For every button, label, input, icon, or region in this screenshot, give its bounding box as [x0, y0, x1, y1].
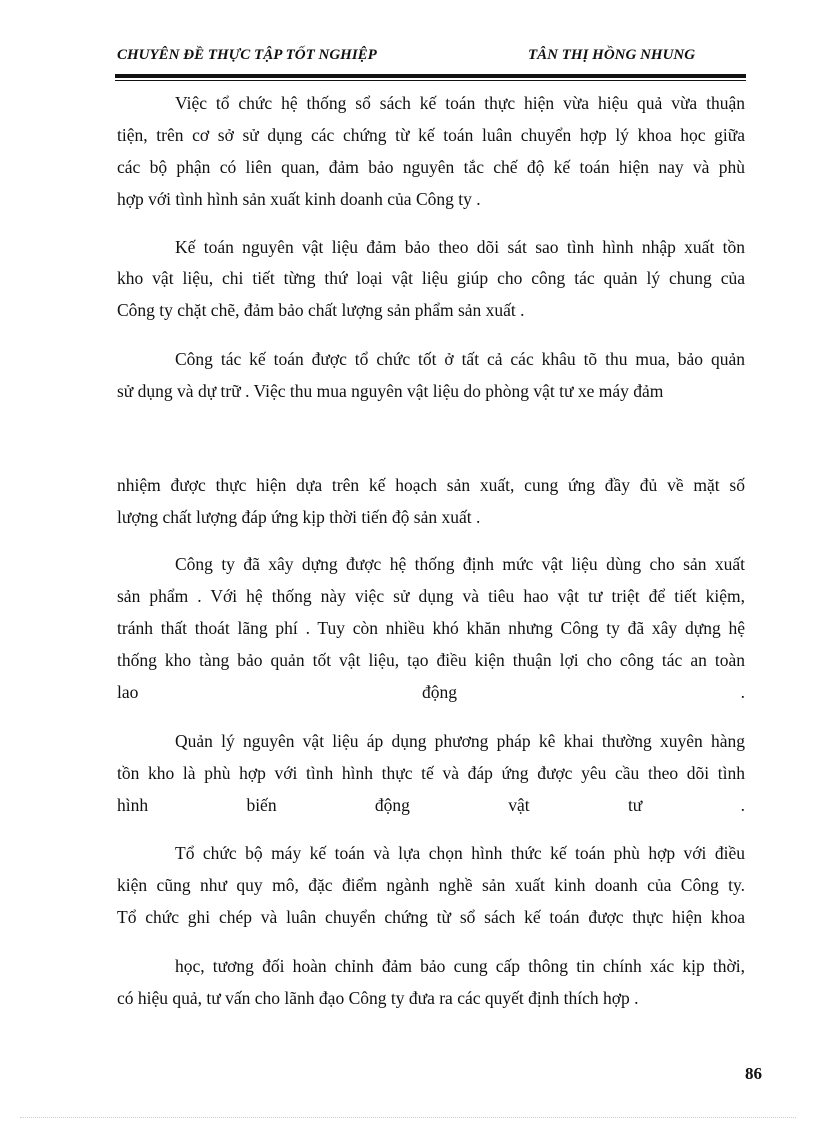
text-line: nhiệm được thực hiện dựa trên kế hoạch sản xuất, cung ứng đầy đủ về mặt số [117, 475, 745, 495]
text-line: Công tác kế toán được tổ chức tốt ở tất cả các khâu tõ thu mua, bảo quản [175, 349, 745, 369]
page-header [117, 47, 745, 67]
text-line: thống kho tàng bảo quản tốt vật liệu, tạo điều kiện thuận lợi cho công tác an toàn [117, 650, 745, 670]
text-line: lao động . [117, 682, 745, 702]
text-line: học, tương đối hoàn chỉnh đảm bảo cung cấp thông tin chính xác kịp thời, [175, 956, 745, 976]
header-rule-thin [115, 80, 746, 81]
text-line: Tổ chức ghi chép và luân chuyển chứng từ sổ sách kế toán được thực hiện khoa [117, 907, 745, 927]
text-line: tránh thất thoát lãng phí . Tuy còn nhiều khó khăn nhưng Công ty đã xây dựng hệ [117, 618, 745, 638]
text-line: Quản lý nguyên vật liệu áp dụng phương pháp kê khai thường xuyên hàng [175, 731, 745, 751]
text-line: sử dụng và dự trữ . Việc thu mua nguyên vật liệu do phòng vật tư xe máy đảm [117, 381, 664, 401]
header-title: CHUYÊN ĐỀ THỰC TẬP TỐT NGHIỆP [117, 47, 377, 63]
page-bottom-border [20, 1117, 796, 1118]
header-rule-thick [115, 74, 746, 78]
text-line: có hiệu quả, tư vấn cho lãnh đạo Công ty đưa ra các quyết định thích hợp . [117, 988, 639, 1008]
header-author: TÂN THỊ HỒNG NHUNG [528, 47, 696, 63]
text-line: sản phẩm . Với hệ thống này việc sử dụng và tiêu hao vật tư triệt để tiết kiệm, [117, 586, 745, 606]
text-line: kiện cũng như quy mô, đặc điểm ngành nghề sản xuất kinh doanh của Công ty. [117, 875, 745, 895]
text-line: hợp với tình hình sản xuất kinh doanh của Công ty . [117, 189, 481, 209]
text-line: Công ty đã xây dựng được hệ thống định mức vật liệu dùng cho sản xuất [175, 554, 745, 574]
text-line: kho vật liệu, chi tiết từng thứ loại vật liệu giúp cho công tác quản lý chung của [117, 268, 745, 288]
page-number: 86 [745, 1064, 762, 1083]
text-line: hình biến động vật tư . [117, 795, 745, 815]
text-line: tiện, trên cơ sở sử dụng các chứng từ kế toán luân chuyển hợp lý khoa học giữa [117, 125, 745, 145]
text-line: Kế toán nguyên vật liệu đảm bảo theo dõi sát sao tình hình nhập xuất tồn [175, 237, 745, 257]
text-line: Việc tổ chức hệ thống sổ sách kế toán thực hiện vừa hiệu quả vừa thuận [175, 93, 745, 113]
text-line: lượng chất lượng đáp ứng kịp thời tiến độ sản xuất . [117, 507, 481, 527]
text-line: Công ty chặt chẽ, đảm bảo chất lượng sản phẩm sản xuất . [117, 300, 525, 320]
text-line: các bộ phận có liên quan, đảm bảo nguyên tắc chế độ kế toán hiện nay và phù [117, 157, 745, 177]
text-line: tồn kho là phù hợp với tình hình thực tế và đáp ứng được yêu cầu theo dõi tình [117, 763, 745, 783]
text-line: Tổ chức bộ máy kế toán và lựa chọn hình thức kế toán phù hợp với điều [175, 843, 745, 863]
